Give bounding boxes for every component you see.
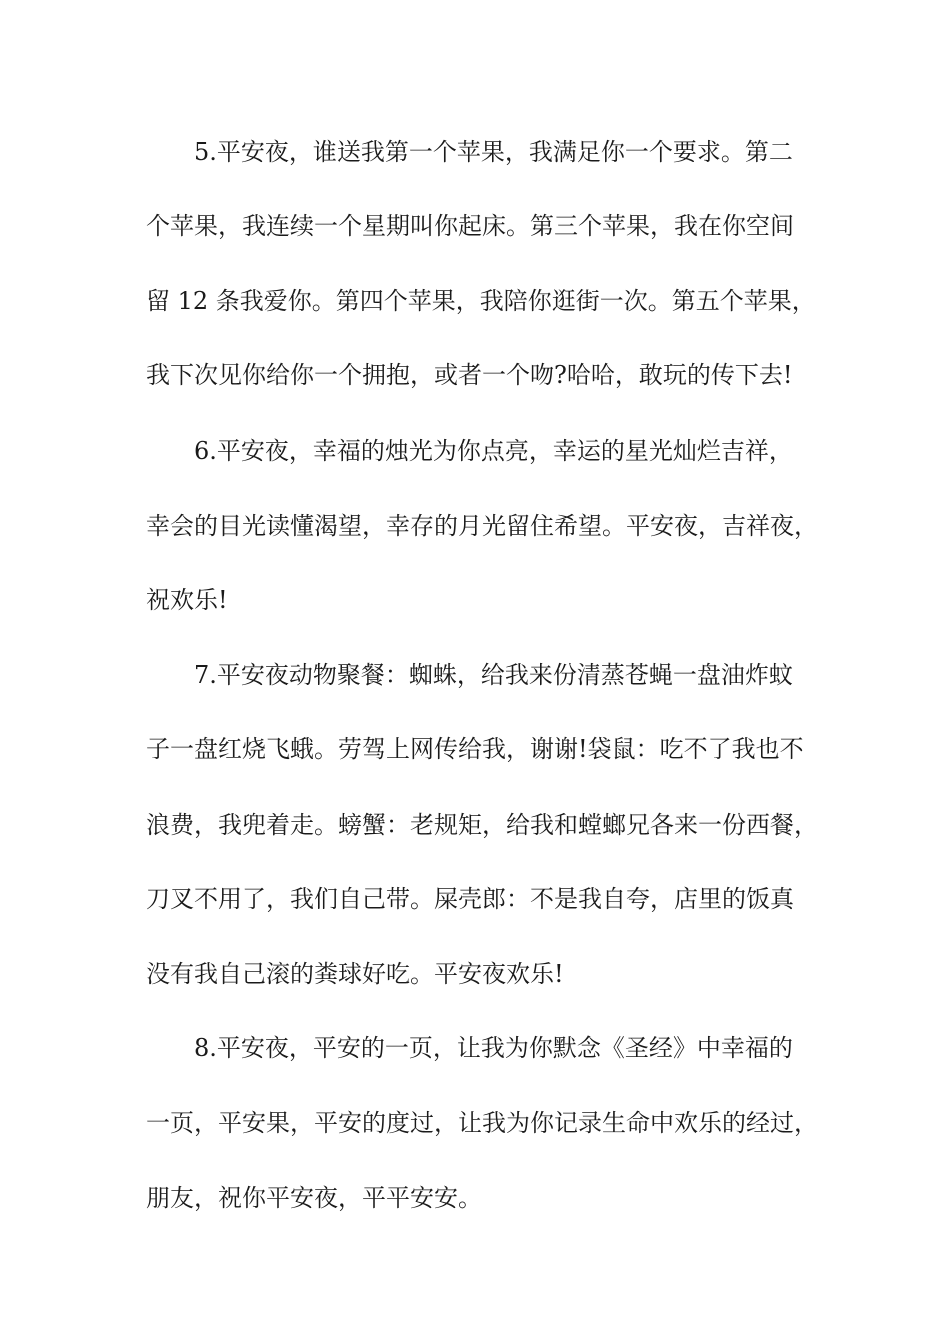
paragraph-8-line-2: 一页，平安果，平安的度过，让我为你记录生命中欢乐的经过， <box>146 1109 818 1137</box>
paragraph-6-line-3: 祝欢乐! <box>146 586 228 614</box>
paragraph-7-line-1: 7.平安夜动物聚餐：蜘蛛，给我来份清蒸苍蝇一盘油炸蚊 <box>194 661 793 689</box>
paragraph-6-line-2: 幸会的目光读懂渴望，幸存的月光留住希望。平安夜，吉祥夜， <box>146 512 818 540</box>
paragraph-7-line-5: 没有我自己滚的粪球好吃。平安夜欢乐! <box>146 960 564 988</box>
paragraph-7-line-2: 子一盘红烧飞蛾。劳驾上网传给我，谢谢!袋鼠：吃不了我也不 <box>146 735 804 763</box>
paragraph-7-line-3: 浪费，我兜着走。螃蟹：老规矩，给我和螳螂兄各来一份西餐， <box>146 811 818 839</box>
paragraph-8-line-3: 朋友，祝你平安夜，平平安安。 <box>146 1184 482 1212</box>
paragraph-5-line-1: 5.平安夜，谁送我第一个苹果，我满足你一个要求。第二 <box>194 138 793 166</box>
paragraph-5-line-2: 个苹果，我连续一个星期叫你起床。第三个苹果，我在你空间 <box>146 212 794 240</box>
paragraph-5-line-4: 我下次见你给你一个拥抱，或者一个吻?哈哈，敢玩的传下去! <box>146 361 793 389</box>
paragraph-6-line-1: 6.平安夜，幸福的烛光为你点亮，幸运的星光灿烂吉祥， <box>194 437 793 465</box>
paragraph-8-line-1: 8.平安夜，平安的一页，让我为你默念《圣经》中幸福的 <box>194 1034 793 1062</box>
paragraph-5-line-3: 留 12 条我爱你。第四个苹果，我陪你逛街一次。第五个苹果， <box>146 287 816 315</box>
paragraph-7-line-4: 刀叉不用了，我们自己带。屎壳郎：不是我自夸，店里的饭真 <box>146 885 794 913</box>
